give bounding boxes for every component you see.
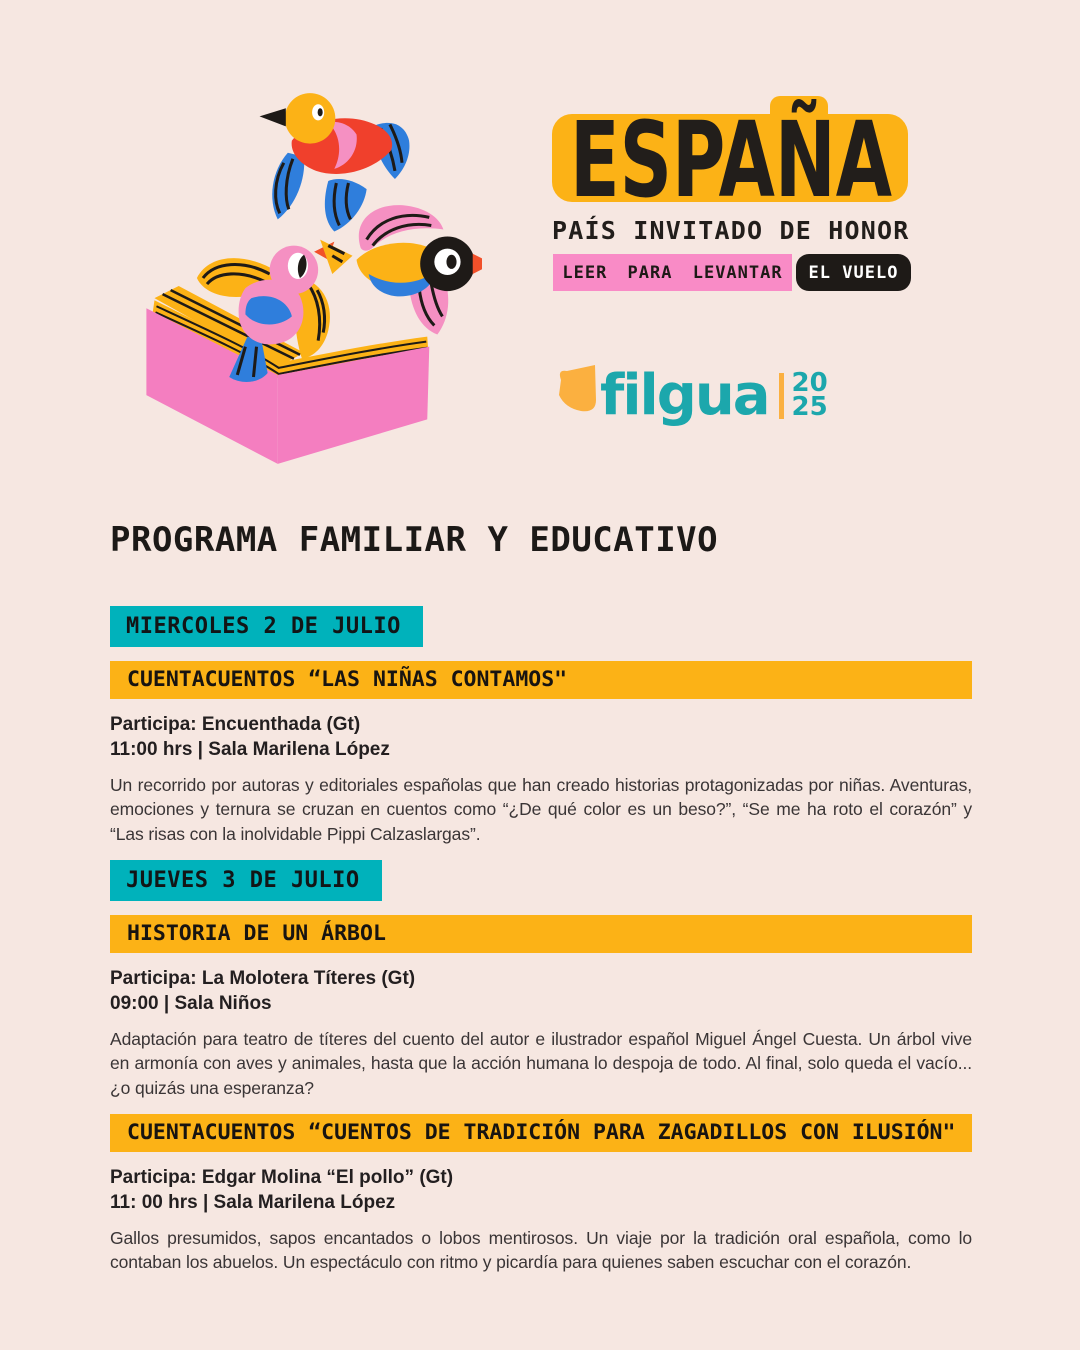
event-title-bar: CUENTACUENTOS “LAS NIÑAS CONTAMOS"	[110, 661, 972, 699]
ribbon-el-vuelo: EL VUELO	[796, 254, 911, 291]
event-schedule: 11: 00 hrs | Sala Marilena López	[110, 1192, 396, 1214]
event-schedule: 09:00 | Sala Niños	[110, 993, 272, 1015]
date-badge: MIERCOLES 2 DE JULIO	[110, 606, 423, 647]
filgua-year-bottom: 25	[791, 392, 828, 422]
espana-wordmark-text: ESPAÑA	[570, 99, 892, 221]
event-schedule: 11:00 hrs | Sala Marilena López	[110, 739, 390, 761]
event-block	[110, 915, 972, 1100]
event-participants: Participa: Encuenthada (Gt)	[110, 714, 361, 735]
event-title-bar: HISTORIA DE UN ÁRBOL	[110, 915, 972, 953]
date-badge: JUEVES 3 DE JULIO	[110, 860, 382, 901]
filgua-page-icon	[556, 364, 598, 414]
event-participants: Participa: Edgar Molina “El pollo” (Gt)	[110, 1167, 454, 1189]
filgua-year	[791, 368, 828, 422]
filgua-wordmark: filgua	[600, 363, 769, 428]
event-description: Gallos presumidos, sapos encantados o lobos mentirosos. Un viaje por la tradición oral española, como lo contaban los abuelos. Un espectáculo con ritmo y picardía para quienes saben escuchar con el corazón.	[110, 1227, 972, 1273]
birds-book-illustration	[126, 84, 482, 476]
espana-wordmark	[552, 84, 908, 221]
event-meta	[110, 1165, 972, 1216]
filgua-logo	[556, 352, 828, 440]
event-block	[110, 1114, 972, 1275]
espana-logo-box	[552, 99, 908, 221]
event-meta	[110, 712, 972, 763]
filgua-year-divider	[779, 373, 784, 419]
event-description: Adaptación para teatro de títeres del cuento del autor e ilustrador español Miguel Ángel Cuesta. Un árbol vive en armonía con aves y animales, hasta que la acción humana lo despoja de todo. Al final, solo queda el vacío... ¿o quizás una esperanza?	[110, 1028, 972, 1098]
espana-tagline: PAÍS INVITADO DE HONOR	[552, 216, 910, 245]
event-title-bar: CUENTACUENTOS “CUENTOS DE TRADICIÓN PARA ZAGADILLOS CON ILUSIÓN"	[110, 1114, 972, 1152]
espana-ribbon-row	[553, 254, 911, 291]
section-miercoles-2-julio	[110, 606, 972, 846]
filgua-year-top: 20	[791, 368, 828, 399]
ribbon-leer-para-levantar: LEER PARA LEVANTAR	[553, 254, 792, 291]
event-block	[110, 661, 972, 846]
section-jueves-3-julio	[110, 860, 972, 1275]
program-content	[110, 520, 972, 1289]
event-description: Un recorrido por autoras y editoriales españolas que han creado historias protagonizadas por niñas. Aventuras, emociones y ternura se cruzan en cuentos como “¿De qué color es un beso?”, “Se me ha roto el corazón” y “Las risas con la inolvidable Pippi Calzaslargas”.	[110, 774, 972, 844]
page-title: PROGRAMA FAMILIAR Y EDUCATIVO	[110, 520, 719, 560]
event-participants: Participa: La Molotera Títeres (Gt)	[110, 968, 416, 990]
event-meta	[110, 966, 972, 1017]
